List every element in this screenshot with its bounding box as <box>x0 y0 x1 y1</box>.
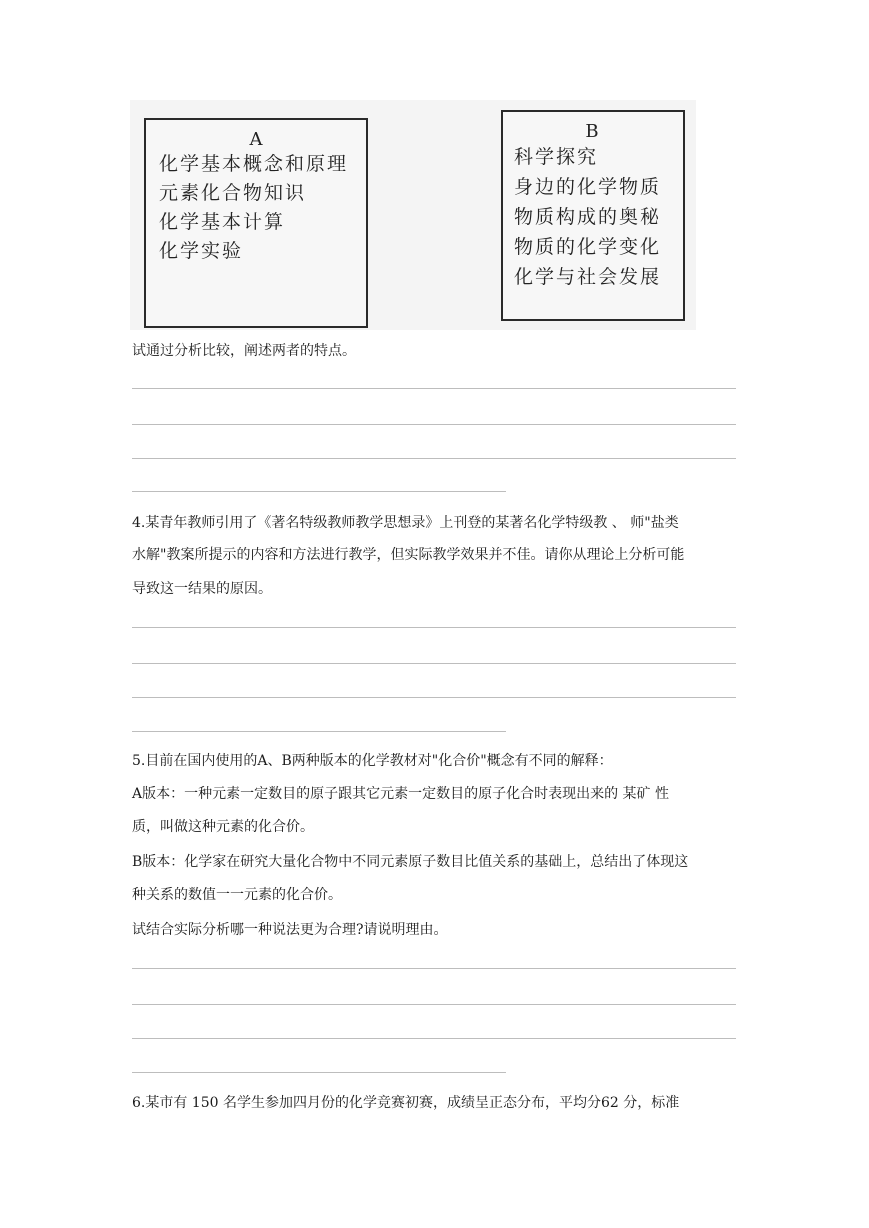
answer-line <box>132 424 736 425</box>
q5-line: 种关系的数值一一元素的化合价。 <box>132 887 342 903</box>
q4-line: 导致这一结果的原因。 <box>132 581 272 597</box>
answer-line <box>132 663 736 664</box>
answer-line <box>132 731 506 732</box>
box-a-item: 元素化合物知识 <box>159 182 307 204</box>
box-b-item: 物质的化学变化 <box>514 236 662 258</box>
q4-line: 4.某青年教师引用了《著名特级教师教学思想录》上刊登的某著名化学特级教 、 师"盐类 <box>132 515 679 531</box>
q5-line: 试结合实际分析哪一种说法更为合理?请说明理由。 <box>132 922 448 938</box>
answer-line <box>132 697 736 698</box>
q5-line: A版本：一种元素一定数目的原子跟其它元素一定数目的原子化合时表现出来的 某矿 性 <box>132 786 670 802</box>
box-b <box>501 110 685 321</box>
box-b-heading: B <box>585 121 599 142</box>
box-a-item: 化学基本计算 <box>159 211 286 233</box>
box-b-item: 科学探究 <box>514 146 599 168</box>
box-a <box>144 118 368 328</box>
q5-line: B版本：化学家在研究大量化合物中不同元素原子数目比值关系的基础上，总结出了体现这 <box>132 854 689 870</box>
box-b-item: 物质构成的奥秘 <box>514 206 662 228</box>
q5-line: 5.目前在国内使用的A、B两种版本的化学教材对"化合价"概念有不同的解释： <box>132 753 613 769</box>
answer-line <box>132 491 506 492</box>
answer-line <box>132 968 736 969</box>
answer-line <box>132 627 736 628</box>
answer-line <box>132 458 736 459</box>
q6-line: 6.某市有 150 名学生参加四月份的化学竞赛初赛，成绩呈正态分布，平均分62 分，标准 <box>132 1095 680 1111</box>
box-a-item: 化学基本概念和原理 <box>159 153 349 175</box>
comparison-figure <box>130 100 696 330</box>
answer-line <box>132 1072 506 1073</box>
q3-prompt: 试通过分析比较，阐述两者的特点。 <box>132 343 356 359</box>
box-b-item: 化学与社会发展 <box>514 266 662 288</box>
box-b-item: 身边的化学物质 <box>514 176 662 198</box>
q4-line: 水解"教案所提示的内容和方法进行教学，但实际教学效果并不佳。请你从理论上分析可能 <box>132 547 685 563</box>
answer-line <box>132 388 736 389</box>
answer-line <box>132 1038 736 1039</box>
box-a-item: 化学实验 <box>159 240 244 262</box>
q5-line: 质，叫做这种元素的化合价。 <box>132 819 314 835</box>
box-a-heading: A <box>249 129 263 150</box>
answer-line <box>132 1004 736 1005</box>
